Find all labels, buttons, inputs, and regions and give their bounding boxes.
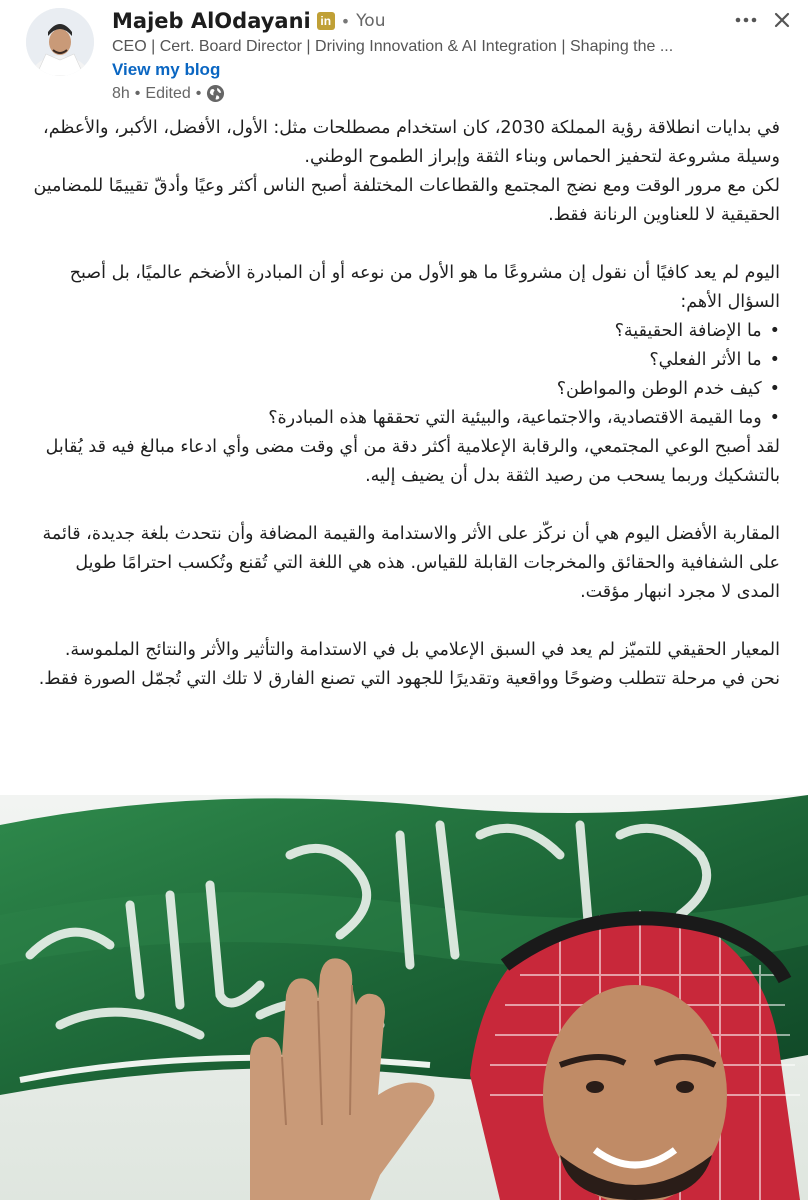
more-options-icon[interactable]: [732, 6, 760, 34]
post-paragraph: لكن مع مرور الوقت ومع نضج المجتمع والقطاعات المختلفة أصبح الناس أكثر وعيًا وأدقّ تقييمًا للمضامين الحقيقية لا للعناوين الرنانة فقط.: [33, 176, 780, 225]
author-name-line: [112, 6, 385, 36]
bullet-marker: •: [769, 350, 780, 370]
separator-dot: •: [195, 84, 202, 102]
view-blog-link[interactable]: View my blog: [112, 60, 221, 79]
bullet-item: [28, 346, 780, 375]
post-paragraph: نحن في مرحلة تتطلب وضوحًا وواقعية وتقديرًا للجهود التي تصنع الفارق لا تلك التي تُجمّل الصورة فقط.: [38, 669, 780, 689]
post-paragraph: في بدايات انطلاقة رؤية المملكة 2030، كان استخدام مصطلحات مثل: الأول، الأفضل، الأكبر، والأعظم، وسيلة مشروعة لتحفيز الحماس وبناء الثقة وإبراز الطموح الوطني.: [43, 118, 780, 167]
bullet-marker: •: [769, 321, 780, 341]
bullet-item: [28, 317, 780, 346]
bullet-item: [28, 404, 780, 433]
linkedin-premium-icon: in: [317, 12, 335, 30]
close-icon[interactable]: [768, 6, 796, 34]
post-header: [0, 0, 808, 110]
globe-icon: [206, 84, 225, 103]
post-paragraph: المقاربة الأفضل اليوم هي أن نركّز على الأثر والاستدامة والقيمة المضافة وأن نتحدث بلغة جديدة، قائمة على الشفافية والحقائق والمخرجات القابلة للقياس. هذه هي اللغة التي تُقنع وتُكسب احترامًا طويل المدى لا مجرد انبهار مؤقت.: [42, 524, 780, 602]
bullet-text: وما القيمة الاقتصادية، والاجتماعية، والبيئية التي تحققها هذه المبادرة؟: [268, 408, 762, 428]
author-headline: CEO | Cert. Board Director | Driving Innovation & AI Integration | Shaping the ...: [112, 38, 674, 55]
edited-label: Edited: [145, 84, 191, 102]
bullet-text: ما الإضافة الحقيقية؟: [614, 321, 762, 341]
separator-dot: •: [340, 11, 351, 31]
post-meta: [112, 84, 225, 103]
bullet-marker: •: [769, 408, 780, 428]
post-time: 8h: [112, 84, 130, 102]
bullet-text: كيف خدم الوطن والمواطن؟: [556, 379, 762, 399]
post-paragraph: المعيار الحقيقي للتميّز لم يعد في السبق الإعلامي بل في الاستدامة والتأثير والأثر والنتائج الملموسة.: [64, 640, 780, 660]
author-name[interactable]: Majeb AlOdayani: [112, 9, 311, 33]
post-paragraph: اليوم لم يعد كافيًا أن نقول إن مشروعًا ما هو الأول من نوعه أو أن المبادرة الأضخم عالميًا، بل أصبح السؤال الأهم:: [69, 263, 780, 312]
post-paragraph: لقد أصبح الوعي المجتمعي، والرقابة الإعلامية أكثر دقة من أي وقت مضى وأي ادعاء مبالغ فيه قد يُقابل بالتشكيك وربما يسحب من رصيد الثقة بدل أن يضيف إليه.: [45, 437, 780, 486]
relation-label: You: [356, 11, 386, 31]
post-image[interactable]: [0, 795, 808, 1200]
bullet-marker: •: [769, 379, 780, 399]
bullet-text: ما الأثر الفعلي؟: [649, 350, 762, 370]
separator-dot: •: [134, 84, 141, 102]
bullet-item: [28, 375, 780, 404]
post-text: [28, 114, 780, 694]
author-avatar[interactable]: [26, 8, 94, 76]
